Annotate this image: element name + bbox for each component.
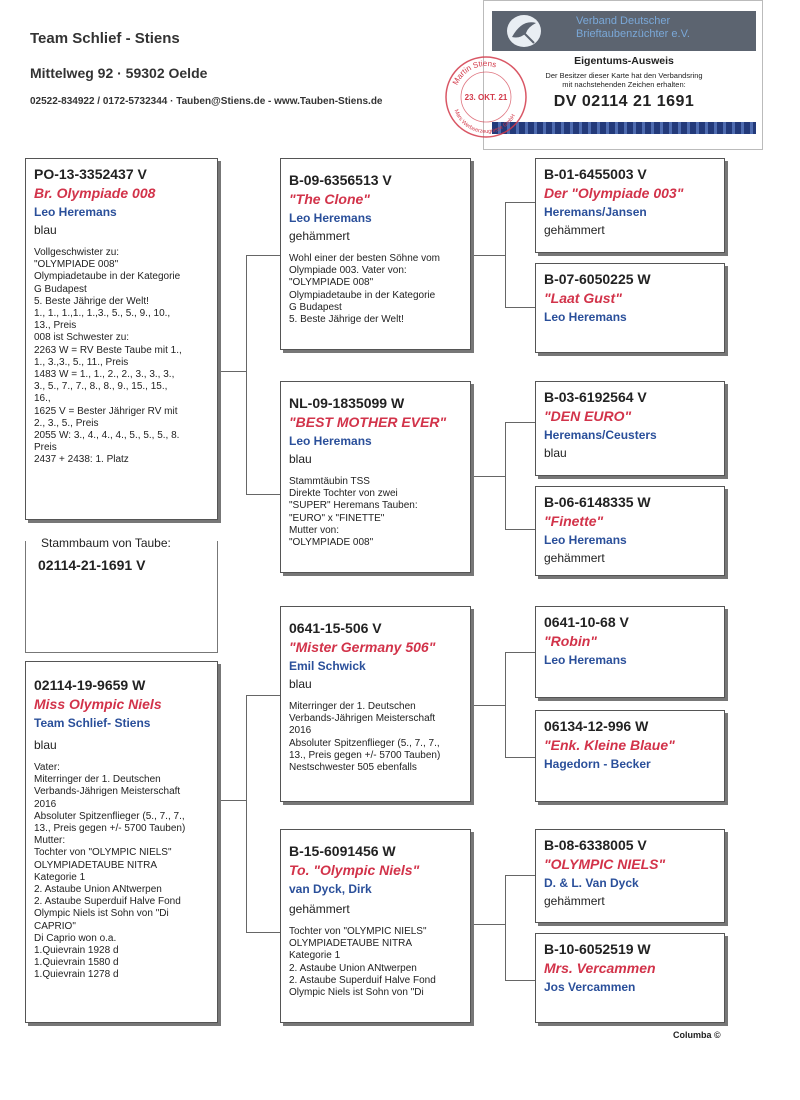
bird-card-dds xyxy=(535,829,725,923)
bird-card-ddd xyxy=(535,933,725,1023)
footer-credit: Columba © xyxy=(673,1030,721,1040)
plumage-color: blau xyxy=(289,677,312,691)
breeder: Leo Heremans xyxy=(289,434,372,448)
plumage-color: blau xyxy=(544,446,567,460)
ring-number: 0641-15-506 V xyxy=(289,620,382,636)
bird-card-sire-dam xyxy=(280,381,471,573)
ring-number: NL-09-1835099 W xyxy=(289,395,405,411)
bird-card-dsd xyxy=(535,710,725,802)
card-pattern-strip xyxy=(492,122,756,134)
breeder: Leo Heremans xyxy=(34,205,117,219)
ring-number: B-10-6052519 W xyxy=(544,941,651,957)
org-line-1: Verband Deutscher xyxy=(576,15,671,27)
bird-notes: Tochter von "OLYMPIC NIELS" OLYMPIADETAUBE NITRA Kategorie 1 2. Astaube Union ANtwerpen 2. Astaube Superduif Halve Fond Olympic Niels ist Sohn von "Di xyxy=(289,926,436,999)
bird-card-dam xyxy=(25,661,218,1023)
bird-notes: Miterringer der 1. Deutschen Verbands-Jährigen Meisterschaft 2016 Absoluter Spitzenflieger (5., 7., 7., 13., Preis gegen +/- 5700 Tauben) Nestschwester 505 ebenfalls xyxy=(289,701,441,774)
bird-notes: Vater: Miterringer der 1. Deutschen Verbands-Jährigen Meisterschaft 2016 Absoluter Spitzenflieger (5., 7., 7., 13., Preis gegen +/- 5700 Tauben) Mutter: Tochter von "OLYMPIC NIELS" OLYMPIADETAUBE NITRA Kategorie 1 2. Astaube Union ANtwerpen 2. Astaube Superduif Halve Fond Olympic Niels ist Sohn von "Di CAPRIO" Di Caprio won o.a. 1.Quievrain 1928 d 1.Quievrain 1580 d 1.Quievrain 1278 d xyxy=(34,762,186,981)
bird-name: "Laat Gust" xyxy=(544,290,622,306)
bird-name: Der "Olympiade 003" xyxy=(544,185,684,201)
bird-card-sire-sire xyxy=(280,158,471,350)
breeder: van Dyck, Dirk xyxy=(289,882,372,896)
bird-card-dam-sire xyxy=(280,606,471,802)
breeder: Team Schlief- Stiens xyxy=(34,716,151,730)
plumage-color: blau xyxy=(289,452,312,466)
ring-number: 06134-12-996 W xyxy=(544,718,649,734)
bird-card-sdd xyxy=(535,486,725,576)
pedigree-label: Stammbaum von Taube: xyxy=(38,536,174,550)
breeder: D. & L. Van Dyck xyxy=(544,876,639,890)
ring-number: B-07-6050225 W xyxy=(544,271,651,287)
card-text-2: mit nachstehenden Zeichen erhalten: xyxy=(562,80,686,89)
card-ring-number: DV 02114 21 1691 xyxy=(553,93,695,110)
ring-number: 02114-19-9659 W xyxy=(34,677,146,693)
breeder: Emil Schwick xyxy=(289,659,366,673)
bird-name: "OLYMPIC NIELS" xyxy=(544,856,666,872)
loft-address: Mittelweg 92 · 59302 Oelde xyxy=(30,65,208,81)
pedigree-ring: 02114-21-1691 V xyxy=(38,557,146,573)
ring-number: B-01-6455003 V xyxy=(544,166,647,182)
plumage-color: gehämmert xyxy=(544,894,605,908)
bird-card-dam-dam xyxy=(280,829,471,1023)
breeder: Leo Heremans xyxy=(544,533,627,547)
bird-name: "Robin" xyxy=(544,633,597,649)
ring-number: B-03-6192564 V xyxy=(544,389,647,405)
bird-notes: Vollgeschwister zu: "OLYMPIADE 008" Olympiadetaube in der Kategorie G Budapest 5. Beste Jährige der Welt! 1., 1., 1.,1., 1.,3., 5., 5., 9., 10., 13., Preis 008 ist Schwester zu: 2263 W = RV Beste Taube mit 1., 1., 3.,3., 5., 11., Preis 1483 W = 1., 1., 2., 2., 3., 3., 3., 3., 5., 7., 7., 8., 8., 9., 15., 15., 16., 1625 V = Bester Jähriger RV mit 2., 3., 5., Preis 2055 W: 3., 4., 4., 4., 5., 5., 5., 8. Preis 2437 + 2438: 1. Platz xyxy=(34,247,182,466)
breeder: Leo Heremans xyxy=(289,211,372,225)
bird-name: "The Clone" xyxy=(289,191,370,207)
plumage-color: gehämmert xyxy=(544,551,605,565)
ring-number: PO-13-3352437 V xyxy=(34,166,147,182)
breeder: Hagedorn - Becker xyxy=(544,757,651,771)
plumage-color: blau xyxy=(34,223,57,237)
bird-name: "Finette" xyxy=(544,513,604,529)
card-header xyxy=(492,11,756,51)
ring-number: B-09-6356513 V xyxy=(289,172,392,188)
bird-name: To. "Olympic Niels" xyxy=(289,862,420,878)
plumage-color: gehämmert xyxy=(544,223,605,237)
ring-number: B-06-6148335 W xyxy=(544,494,651,510)
dove-logo-icon xyxy=(504,13,544,49)
bird-name: Mrs. Vercammen xyxy=(544,960,656,976)
bird-name: "DEN EURO" xyxy=(544,408,632,424)
bird-name: "Enk. Kleine Blaue" xyxy=(544,737,675,753)
breeder: Jos Vercammen xyxy=(544,980,636,994)
breeder: Leo Heremans xyxy=(544,310,627,324)
bird-notes: Wohl einer der besten Söhne vom Olympiade 003. Vater von: "OLYMPIADE 008" Olympiadetaube in der Kategorie G Budapest 5. Beste Jährige der Welt! xyxy=(289,253,441,326)
card-title: Eigentums-Ausweis xyxy=(574,55,674,67)
breeder: Heremans/Ceusters xyxy=(544,428,657,442)
bird-name: Br. Olympiade 008 xyxy=(34,185,156,201)
plumage-color: gehämmert xyxy=(289,902,350,916)
bird-name: "Mister Germany 506" xyxy=(289,639,436,655)
loft-contact: 02522-834922 / 0172-5732344 · Tauben@Stiens.de - www.Tauben-Stiens.de xyxy=(30,96,383,107)
stamp-date: 23. OKT. 21 xyxy=(464,93,508,102)
bird-card-ssd xyxy=(535,263,725,353)
bird-notes: Stammtäubin TSS Direkte Tochter von zwei "SUPER" Heremans Tauben: "EURO" x "FINETTE" Mutter von: "OLYMPIADE 008" xyxy=(289,476,418,549)
bird-card-sds xyxy=(535,381,725,476)
stamp-name: Martin Stiens xyxy=(450,58,498,87)
breeder: Heremans/Jansen xyxy=(544,205,647,219)
bird-card-sire xyxy=(25,158,218,520)
org-line-2: Brieftaubenzüchter e.V. xyxy=(576,28,690,40)
bird-name: "BEST MOTHER EVER" xyxy=(289,414,447,430)
bird-card-dss xyxy=(535,606,725,698)
loft-name: Team Schlief - Stiens xyxy=(30,30,180,47)
plumage-color: gehämmert xyxy=(289,229,350,243)
ring-number: B-15-6091456 W xyxy=(289,843,396,859)
ring-number: 0641-10-68 V xyxy=(544,614,629,630)
bird-card-sss xyxy=(535,158,725,253)
stamp-bottom-text: Mars Werbeerzeugnisse GmbH xyxy=(452,108,517,136)
round-stamp xyxy=(441,52,531,142)
bird-name: Miss Olympic Niels xyxy=(34,696,162,712)
card-text-1: Der Besitzer dieser Karte hat den Verbandsring xyxy=(545,71,703,80)
plumage-color: blau xyxy=(34,738,57,752)
breeder: Leo Heremans xyxy=(544,653,627,667)
ring-number: B-08-6338005 V xyxy=(544,837,647,853)
